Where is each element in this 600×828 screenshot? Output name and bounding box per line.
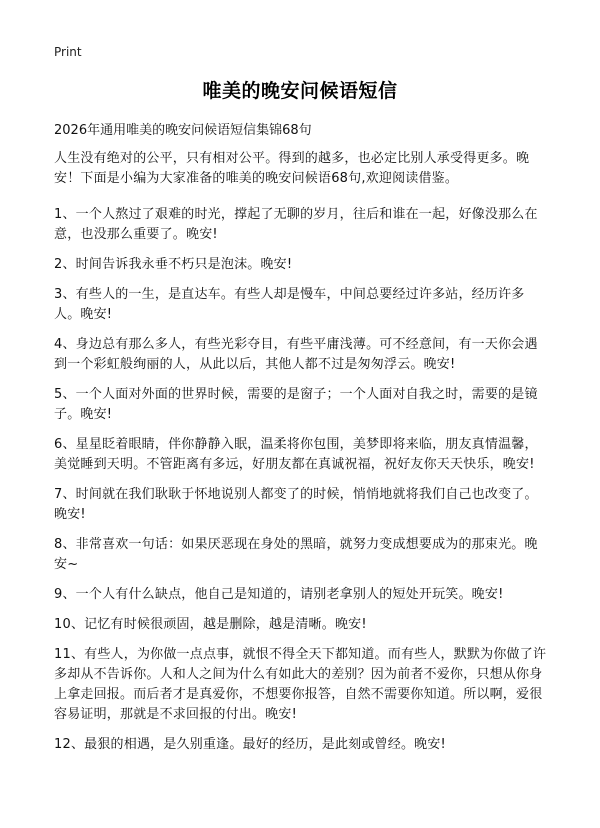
quote-paragraph-11: 11、有些人，为你做一点点事，就恨不得全天下都知道。而有些人，默默为你做了许多却从不告诉你。人和人之间为什么有如此大的差别？因为前者不爱你，只想从你身上拿走回报。而后者才是真爱你，不想要你报答，自然不需要你知道。所以啊，爱很容易证明，那就是不求回报的付出。晚安! [54, 647, 547, 722]
quote-paragraph-8: 8、非常喜欢一句话：如果厌恶现在身处的黑暗，就努力变成想要成为的那束光。晚安~ [54, 537, 538, 572]
article-body [54, 149, 550, 765]
quote-paragraph-5: 5、一个人面对外面的世界时候，需要的是窗子；一个人面对自我之时，需要的是镜子。晚安! [54, 387, 538, 422]
document-subtitle: 2026年通用唯美的晚安问候语短信集锦68句 [54, 123, 312, 138]
quote-paragraph-12: 12、最狠的相遇，是久别重逢。最好的经历，是此刻或曾经。晚安! [54, 737, 446, 752]
quote-paragraph-1: 1、一个人熬过了艰难的时光，撑起了无聊的岁月，往后和谁在一起，好像没那么在意，也没那么重要了。晚安! [54, 207, 538, 242]
quote-paragraph-7: 7、时间就在我们耿耿于怀地说别人都变了的时候，悄悄地就将我们自己也改变了。晚安! [54, 487, 538, 522]
quote-paragraph-4: 4、身边总有那么多人，有些光彩夺目，有些平庸浅薄。可不经意间，有一天你会遇到一个彩虹般绚丽的人，从此以后，其他人都不过是匆匆浮云。晚安! [54, 337, 538, 372]
quote-paragraph-9: 9、一个人有什么缺点，他自己是知道的，请别老拿别人的短处开玩笑。晚安! [54, 587, 504, 602]
quote-paragraph-3: 3、有些人的一生，是直达车。有些人却是慢车，中间总要经过许多站，经历许多人。晚安! [54, 287, 525, 322]
page-title: 唯美的晚安问候语短信 [202, 80, 398, 102]
print-link[interactable]: Print [54, 45, 82, 59]
quote-paragraph-10: 10、记忆有时候很顽固，越是删除，越是清晰。晚安! [54, 617, 367, 632]
intro-paragraph: 人生没有绝对的公平，只有相对公平。得到的越多，也必定比别人承受得更多。晚安！下面是小编为大家准备的唯美的晚安问候语68句,欢迎阅读借鉴。 [54, 151, 530, 186]
quote-paragraph-2: 2、时间告诉我永垂不朽只是泡沫。晚安! [54, 257, 293, 272]
quote-paragraph-6: 6、星星眨着眼睛，伴你静静入眠，温柔将你包围，美梦即将来临，朋友真情温馨，美觉睡到天明。不管距离有多远，好朋友都在真诚祝福，祝好友你天天快乐，晚安! [54, 437, 538, 472]
